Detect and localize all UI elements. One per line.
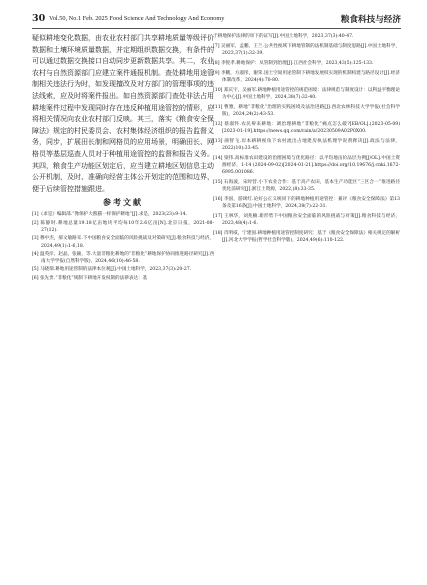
page-header [32,12,401,29]
reference-item: 于耕地保护法律的审下的证写[J].中国土地科学，2023,37(3):40-47. [213,34,354,39]
references-heading: 参考文献 [103,197,143,208]
reference-item: [6] 张先贵.“非粮化”规制下耕地开发权制的法律表达：基 [32,275,148,281]
reference-item: [2] 陈静时.耕地总量19.18亿亩地块平均每10年2.6亿亩[N].北京日报，2021-08-27(12). [32,220,214,233]
page-number: 30 [32,13,46,24]
reference-item: [18] 肖明威，宁建国.耕地种植用途管控制度研究：基于《粮食安全保障法》相关规定的解析[J].河北大学学报(哲学社会科学版)，2024,49(6):110-122. [213,230,400,243]
reference-item: [4] 温英岸，赵晶，张颖，等.大量非粮化耕地的“非粮化”耕地保护协同推进路径研究[J].西南大学学报(自然科学版)，2024,46(10):46-58. [32,251,214,265]
reference-item: [7] 吴丽军，孟鹏，王兰.公共性视域下耕地管制的法机制基础与制度思路[J].中国土地科学，2023,37(1):32-39. [213,43,400,56]
reference-item: [11] 曹雅，耕地“非粮化”治理的实践困境及法治进路[J].西北农林科技大学学报(社会科学版)，2024,24(2):43-53. [213,104,400,117]
journal-brand: 粮食科技与经济 [340,15,401,25]
left-column [32,33,214,283]
reference-item: [17] 王林华，刘兆楠.新形势下中国粮食安全面临的风险挑战与对策[J].粮食科技与经济，2023,48(4):1-6. [213,213,400,226]
reference-item: [3] 穆中杰，郝文敏路耳.下中国粮食安全面临的风险挑战及对策研究[J].粮食科技与经济，2024,49(1):1-6,18. [32,236,214,249]
reference-item: [14] 梁伟.高标准农田建设的治理困境与优化路径：以平均地亩价品层为例[J/OL].中国土资源经济，1-14 (2024-09-02)[2024-01-21].https://doi.org/10.19676/j.cnki.1672-6995.001086. [213,155,400,175]
reference-item: [12] 蔡淑怀.农民辩来耕地：调治理耕地“非粮化”痛点怎么破?[EB/OL].(2023-05-09)[2023-01-19].https://news.qq.com/rain/a/20230509A02P0X00. [213,121,400,134]
reference-item: [8] 李悦孝.耕地保护：从管制到治理[J].江西社会科学，2023,43(5):125-133. [213,60,374,66]
journal-info: Vol.50, No.1 Feb. 2025 Food Science And Technology And Economy [49,15,225,22]
reference-item: [15] 石海波，宋时营.小下农业合作：基于高产农田，基本生产功能区“三区合一”推进路径优化前研究[J].浙江土资源，2022,(8):33-35. [213,179,400,192]
reference-item: [16] 李国，游颂红.论好公正义统同下的耕地种植用途管控：兼评《粮食安全保障法》第13条及第16条[J].中国土地科学，2024,38(7):22-31. [213,196,400,209]
right-column [213,33,400,247]
reference-item: [10] 郑庆宇，吴丽军.耕地种植用途管控的规范困境：法律规范与制度设计：以利益平衡理论为中心[J].中国土地科学，2024,38(7):32-40. [213,87,400,100]
reference-item: [13] 颜智飞.岸本耕耕视角下农村流出占地建房执法机理学说剂释决[J].政法与法律，2022(10):33-45. [213,138,400,151]
reference-item: [9] 李鹏，方淑彤，谢荣.国土空间用途管制下耕地发展权实现的机制构建与路径设计[J].经济体制改革，2024(4):70-80. [213,70,400,83]
body-paragraph: 疑似耕地变化数据，由农业农村部门共享耕地质量等级评价数据和土壤环境质量数据，并定期组织数据交换，有条件的可以通过数据交换接口自动同步更新数据共享。其二，农业农村与自然资源部门应建立案件通报机制。查处耕地用途管制相关违法行为时，如发现擅改及对方部门的管理事项的违法线索，应及时将案件报出。如自然资源部门查处非法占用耕地案件过程中发现同时存在违反种植用途管控的情形，应将相关情况向农业农村部门反映。其三，落实《粮食安全保障法》规定的村民委员会、农村集体经济组织的报告监督义务，同步，扩展田长制和网格员的应用场景，明确田长、网格员等基层巡查人员对于种植用途管控的监督和报告义务。其四，粮食生产功能区划定后，应当建立耕地区划信息主动公开机制，及时、准确向经营主体公开划定的范围和边界，便于后续管控措施跟进。 [32,34,214,193]
reference-item: [5] 马晓瑞.耕地用途管制的法律本位观[J].中国土地科学，2023,37(3):20-27. [32,267,192,273]
reference-item: [1]《求是》编辑部.“像保护大熊猫一样保护耕地”[J].求是，2023(23):9-14. [32,212,188,218]
